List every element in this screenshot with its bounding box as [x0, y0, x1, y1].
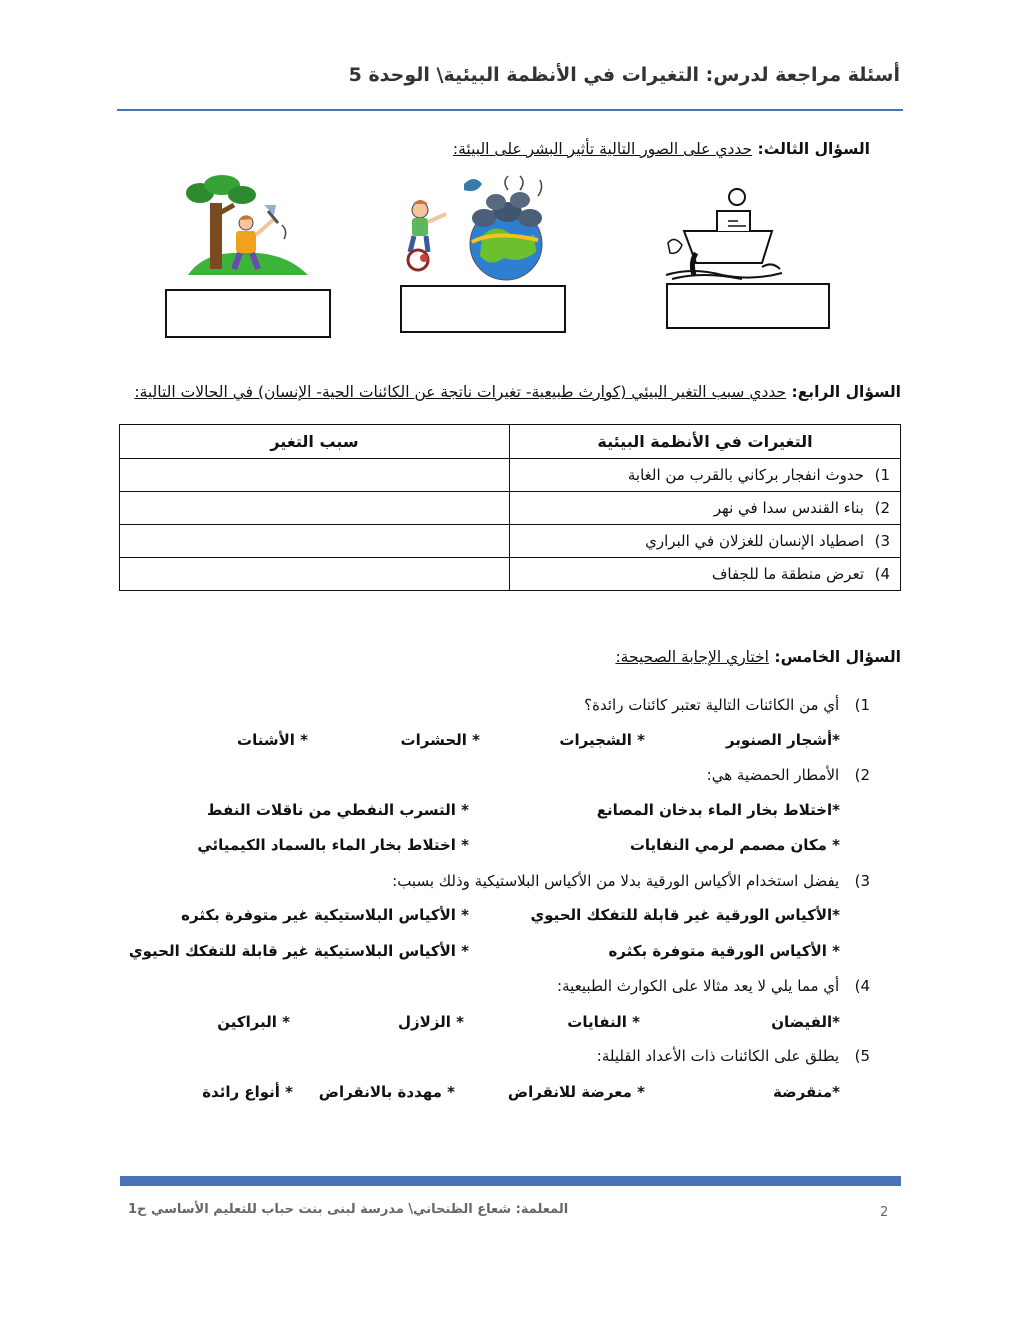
- oil-spill-ship-illustration: [662, 183, 792, 283]
- footer-teacher-school: المعلمة: شعاع الظنحاني\ مدرسة لبنى بنت حباب للتعليم الأساسي ح1: [128, 1202, 569, 1217]
- question-number: 3): [854, 872, 870, 890]
- column-header-change: التغيرات في الأنظمة البيئية: [510, 425, 901, 459]
- header-divider: [117, 109, 903, 111]
- option[interactable]: *منقرضة: [773, 1083, 840, 1101]
- option[interactable]: *اختلاط بخار الماء بدخان المصانع: [596, 801, 840, 819]
- question-text: الأمطار الحمضية هي:: [706, 766, 840, 784]
- option[interactable]: * الأشنات: [237, 731, 308, 749]
- option[interactable]: * الزلازل: [398, 1013, 464, 1031]
- q5-instruction: اختاري الإجابة الصحيحة:: [615, 648, 769, 666]
- row-number: 2): [874, 499, 890, 517]
- q5-question-5: [597, 1047, 870, 1065]
- option[interactable]: *الفيضان: [771, 1013, 840, 1031]
- row-text: تعرض منطقة ما للجفاف: [711, 565, 864, 583]
- answer-box-picture-1[interactable]: [666, 283, 830, 329]
- table-row: [120, 525, 901, 558]
- option[interactable]: * الشجيرات: [559, 731, 645, 749]
- row-number: 3): [874, 532, 890, 550]
- answer-box-picture-2[interactable]: [400, 285, 566, 333]
- option[interactable]: * الأكياس الورقية متوفرة بكثره: [608, 942, 840, 960]
- question-number: 4): [854, 977, 870, 995]
- option[interactable]: * البراكين: [217, 1013, 290, 1031]
- option[interactable]: * معرضة للانقراض: [507, 1083, 645, 1101]
- q5-title: [615, 648, 901, 666]
- q5-question-2: [707, 766, 870, 784]
- q5-question-1: [584, 696, 870, 714]
- question-text: يفضل استخدام الأكياس الورقية بدلا من الأكياس البلاستيكية وذلك بسبب:: [392, 872, 840, 890]
- cause-input-cell[interactable]: [120, 492, 510, 525]
- q4-label: السؤال الرابع:: [791, 383, 901, 401]
- footer-divider: [120, 1176, 901, 1186]
- option[interactable]: * الأكياس البلاستيكية غير قابلة للتفكك الحيوي: [128, 942, 469, 960]
- answer-box-picture-3[interactable]: [165, 289, 331, 338]
- option[interactable]: * مكان مصمم لرمي النفايات: [629, 836, 840, 854]
- table-row: [120, 558, 901, 591]
- change-cell: [510, 459, 901, 492]
- option[interactable]: * مهددة بالانقراض: [318, 1083, 455, 1101]
- table-header-row: [120, 425, 901, 459]
- option[interactable]: * أنواع رائدة: [202, 1083, 293, 1101]
- cause-input-cell[interactable]: [120, 525, 510, 558]
- q4-instruction: حددي سبب التغير البيئي (كوارث طبيعية- تغيرات ناتجة عن الكائنات الحية- الإنسان) في الحالات التالية:: [134, 383, 787, 401]
- question-number: 1): [854, 696, 870, 714]
- row-number: 1): [874, 466, 890, 484]
- q5-question-4: [557, 977, 870, 995]
- polluted-earth-illustration: [398, 172, 556, 282]
- option[interactable]: * الأكياس البلاستيكية غير متوفرة بكثره: [181, 906, 469, 924]
- q3-instruction: حددي على الصور التالية تأثير البشر على البيئة:: [452, 140, 753, 158]
- q5-label: السؤال الخامس:: [774, 648, 901, 666]
- option[interactable]: *الأكياس الورقية غير قابلة للتفكك الحيوي: [530, 906, 840, 924]
- environmental-changes-table: [119, 424, 901, 591]
- option[interactable]: * اختلاط بخار الماء بالسماد الكيميائي: [197, 836, 469, 854]
- page-number: 2: [880, 1205, 889, 1220]
- q4-title: [134, 383, 901, 401]
- option[interactable]: * النفايات: [567, 1013, 640, 1031]
- option[interactable]: *أشجار الصنوبر: [725, 731, 840, 749]
- row-number: 4): [874, 565, 890, 583]
- q3-title: [453, 140, 870, 158]
- change-cell: [510, 558, 901, 591]
- table-row: [120, 492, 901, 525]
- q5-question-3: [392, 872, 870, 890]
- question-text: أي مما يلي لا يعد مثالا على الكوارث الطبيعية:: [557, 977, 840, 995]
- question-text: أي من الكائنات التالية تعتبر كائنات رائدة؟: [584, 696, 840, 714]
- q3-label: السؤال الثالث:: [757, 140, 870, 158]
- cause-input-cell[interactable]: [120, 459, 510, 492]
- question-number: 2): [854, 766, 870, 784]
- cause-input-cell[interactable]: [120, 558, 510, 591]
- change-cell: [510, 492, 901, 525]
- option[interactable]: * التسرب النفطي من ناقلات النفط: [206, 801, 469, 819]
- tree-cutting-illustration: [184, 175, 312, 283]
- row-text: بناء القندس سدا في نهر: [713, 499, 864, 517]
- page-header-title: أسئلة مراجعة لدرس: التغيرات في الأنظمة البيئية\ الوحدة 5: [348, 64, 900, 86]
- column-header-cause: سبب التغير: [120, 425, 510, 459]
- option[interactable]: * الحشرات: [400, 731, 480, 749]
- question-number: 5): [854, 1047, 870, 1065]
- change-cell: [510, 525, 901, 558]
- question-text: يطلق على الكائنات ذات الأعداد القليلة:: [596, 1047, 840, 1065]
- row-text: اصطياد الإنسان للغزلان في البراري: [645, 532, 864, 550]
- table-row: [120, 459, 901, 492]
- row-text: حدوث انفجار بركاني بالقرب من الغابة: [627, 466, 864, 484]
